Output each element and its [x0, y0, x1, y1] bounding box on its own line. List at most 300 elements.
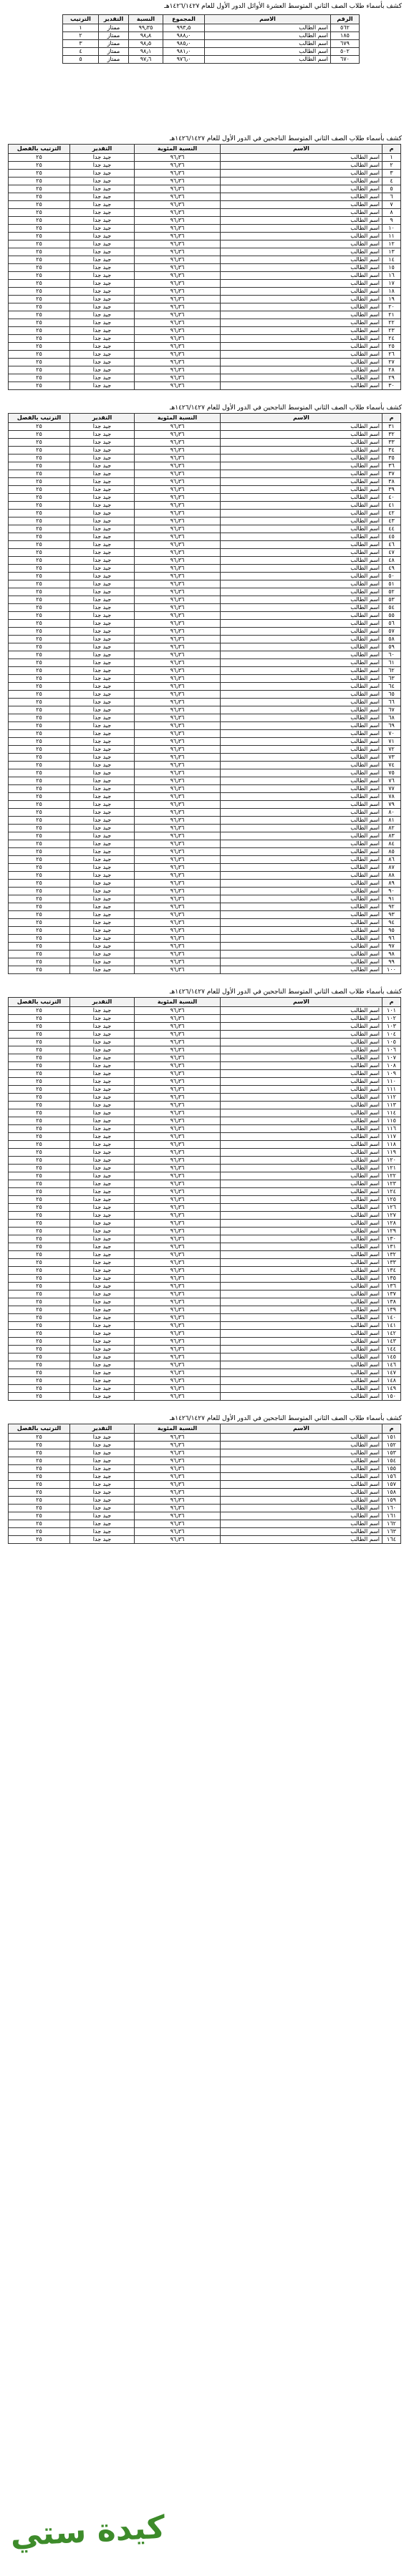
student-name: اسم الطالب — [221, 447, 382, 455]
student-grade: جيد جدا — [70, 951, 135, 958]
student-name: اسم الطالب — [221, 1385, 382, 1393]
student-grade: جيد جدا — [70, 296, 135, 303]
student-percent: ٩٦٫٣٦ — [135, 659, 221, 667]
student-name: اسم الطالب — [221, 319, 382, 327]
student-grade: جيد جدا — [70, 374, 135, 382]
row-number: ١٥٨ — [382, 1489, 401, 1497]
student-name: اسم الطالب — [221, 1070, 382, 1078]
student-percent: ٩٦٫٣٦ — [135, 856, 221, 864]
student-name: اسم الطالب — [221, 1039, 382, 1046]
student-row — [9, 1157, 401, 1165]
student-percent: ٩٦٫٣٦ — [135, 1298, 221, 1306]
student-percent: ٩٦٫٣٦ — [135, 1062, 221, 1070]
student-row — [9, 264, 401, 272]
student-percent: ٩٦٫٣٦ — [135, 1330, 221, 1338]
student-row — [9, 573, 401, 580]
row-number: ١٢٩ — [382, 1228, 401, 1235]
student-row — [9, 817, 401, 825]
student-rank: ٢٥ — [9, 643, 70, 651]
student-row — [9, 351, 401, 359]
row-number: ١٤٢ — [382, 1330, 401, 1338]
student-rank: ٢٥ — [9, 209, 70, 217]
student-grade: جيد جدا — [70, 1039, 135, 1046]
row-number: ١٠٦ — [382, 1046, 401, 1054]
student-grade: جيد جدا — [70, 856, 135, 864]
student-rank: ٢٥ — [9, 478, 70, 486]
student-row — [9, 209, 401, 217]
student-rank: ٢٥ — [9, 494, 70, 502]
student-name: اسم الطالب — [221, 1449, 382, 1457]
student-percent: ٩٦٫٣٦ — [135, 1465, 221, 1473]
row-number: ٢٨ — [382, 366, 401, 374]
section-header-cell: التقدير — [70, 414, 135, 423]
student-grade: جيد جدا — [70, 225, 135, 233]
student-rank: ٢٥ — [9, 1172, 70, 1180]
student-name: اسم الطالب — [221, 801, 382, 809]
student-row — [9, 423, 401, 431]
student-rank: ٢٥ — [9, 1385, 70, 1393]
student-grade: جيد جدا — [70, 240, 135, 248]
student-row — [9, 848, 401, 856]
student-percent: ٩٦٫٣٦ — [135, 1133, 221, 1141]
student-percent: ٩٦٫٣٦ — [135, 272, 221, 280]
row-number: ٦٥ — [382, 691, 401, 699]
student-row — [9, 1251, 401, 1259]
row-number: ١٣٠ — [382, 1235, 401, 1243]
student-name: اسم الطالب — [221, 1275, 382, 1283]
student-rank: ٢٥ — [9, 903, 70, 911]
student-row — [9, 1330, 401, 1338]
student-rank: ٢٥ — [9, 470, 70, 478]
student-percent: ٩٦٫٣٦ — [135, 1235, 221, 1243]
student-percent: ٩٦٫٣٦ — [135, 1385, 221, 1393]
student-name: اسم الطالب — [221, 280, 382, 288]
student-row — [9, 185, 401, 193]
student-percent: ٩٦٫٣٦ — [135, 620, 221, 628]
student-row — [9, 359, 401, 366]
student-name: اسم الطالب — [221, 832, 382, 840]
top-table-row — [63, 56, 360, 64]
student-grade: جيد جدا — [70, 762, 135, 769]
student-row — [9, 864, 401, 872]
top-cell: ممتاز — [99, 56, 129, 64]
row-number: ١٤٣ — [382, 1338, 401, 1346]
student-row — [9, 596, 401, 604]
student-row — [9, 193, 401, 201]
student-name: اسم الطالب — [221, 1251, 382, 1259]
student-name: اسم الطالب — [221, 1536, 382, 1544]
student-name: اسم الطالب — [221, 1235, 382, 1243]
student-grade: جيد جدا — [70, 565, 135, 573]
student-name: اسم الطالب — [221, 1220, 382, 1228]
student-row — [9, 1505, 401, 1512]
student-name: اسم الطالب — [221, 722, 382, 730]
student-percent: ٩٦٫٣٦ — [135, 864, 221, 872]
student-percent: ٩٦٫٣٦ — [135, 439, 221, 447]
student-row — [9, 840, 401, 848]
student-name: اسم الطالب — [221, 1497, 382, 1505]
student-percent: ٩٦٫٣٦ — [135, 793, 221, 801]
student-percent: ٩٦٫٣٦ — [135, 1283, 221, 1291]
student-rank: ٢٥ — [9, 541, 70, 549]
student-row — [9, 651, 401, 659]
student-rank: ٢٥ — [9, 1338, 70, 1346]
student-row — [9, 240, 401, 248]
row-number: ١٦٤ — [382, 1536, 401, 1544]
student-grade: جيد جدا — [70, 1497, 135, 1505]
row-number: ٢ — [382, 162, 401, 170]
row-number: ٦٩ — [382, 722, 401, 730]
student-grade: جيد جدا — [70, 1007, 135, 1015]
student-rank: ٢٥ — [9, 1180, 70, 1188]
student-grade: جيد جدا — [70, 549, 135, 557]
row-number: ١٦٠ — [382, 1505, 401, 1512]
student-rank: ٢٥ — [9, 1046, 70, 1054]
student-row — [9, 343, 401, 351]
student-grade: جيد جدا — [70, 1377, 135, 1385]
row-number: ٤١ — [382, 502, 401, 510]
row-number: ١٥٧ — [382, 1481, 401, 1489]
student-percent: ٩٦٫٣٦ — [135, 706, 221, 714]
student-name: اسم الطالب — [221, 439, 382, 447]
row-number: ١٤ — [382, 256, 401, 264]
student-rank: ٢٥ — [9, 1291, 70, 1298]
student-name: اسم الطالب — [221, 620, 382, 628]
student-name: اسم الطالب — [221, 966, 382, 974]
top-cell: ٥٦٢ — [331, 24, 360, 32]
row-number: ٩٩ — [382, 958, 401, 966]
student-percent: ٩٦٫٣٦ — [135, 825, 221, 832]
student-name: اسم الطالب — [221, 1078, 382, 1086]
student-rank: ٢٥ — [9, 1243, 70, 1251]
student-rank: ٢٥ — [9, 856, 70, 864]
row-number: ٤٧ — [382, 549, 401, 557]
student-rank: ٢٥ — [9, 1149, 70, 1157]
student-row — [9, 311, 401, 319]
student-percent: ٩٦٫٣٦ — [135, 447, 221, 455]
student-rank: ٢٥ — [9, 573, 70, 580]
student-rank: ٢٥ — [9, 919, 70, 927]
student-percent: ٩٦٫٣٦ — [135, 541, 221, 549]
student-grade: جيد جدا — [70, 447, 135, 455]
student-grade: جيد جدا — [70, 746, 135, 754]
student-grade: جيد جدا — [70, 288, 135, 296]
student-percent: ٩٦٫٣٦ — [135, 1070, 221, 1078]
student-rank: ٢٥ — [9, 288, 70, 296]
top-cell: ٩٩٫٣٥ — [129, 24, 163, 32]
student-grade: جيد جدا — [70, 1322, 135, 1330]
student-row — [9, 714, 401, 722]
row-number: ١٤٥ — [382, 1353, 401, 1361]
row-number: ١٢٣ — [382, 1180, 401, 1188]
student-name: اسم الطالب — [221, 541, 382, 549]
row-number: ١٥١ — [382, 1434, 401, 1442]
section-table — [8, 997, 401, 1401]
student-row — [9, 1204, 401, 1212]
student-row — [9, 691, 401, 699]
section-caption: كشف بأسماء طلاب الصف الثاني المتوسط الناجحين في الدور الأول للعام ١٤٢٦/١٤٢٧هـ — [169, 135, 402, 142]
student-percent: ٩٦٫٣٦ — [135, 280, 221, 288]
student-row — [9, 1369, 401, 1377]
student-name: اسم الطالب — [221, 848, 382, 856]
student-rank: ٢٥ — [9, 455, 70, 462]
student-grade: جيد جدا — [70, 517, 135, 525]
row-number: ١٣ — [382, 248, 401, 256]
student-rank: ٢٥ — [9, 1054, 70, 1062]
section-header — [9, 414, 401, 423]
student-name: اسم الطالب — [221, 1283, 382, 1291]
student-grade: جيد جدا — [70, 1353, 135, 1361]
student-row — [9, 793, 401, 801]
student-percent: ٩٦٫٣٦ — [135, 1243, 221, 1251]
row-number: ١٥٥ — [382, 1465, 401, 1473]
student-row — [9, 455, 401, 462]
student-rank: ٢٥ — [9, 801, 70, 809]
student-rank: ٢٥ — [9, 233, 70, 240]
student-rank: ٢٥ — [9, 1109, 70, 1117]
student-name: اسم الطالب — [221, 1520, 382, 1528]
row-number: ١٥٦ — [382, 1473, 401, 1481]
student-grade: جيد جدا — [70, 462, 135, 470]
student-grade: جيد جدا — [70, 699, 135, 706]
student-rank: ٢٥ — [9, 1141, 70, 1149]
row-number: ٢٦ — [382, 351, 401, 359]
student-rank: ٢٥ — [9, 256, 70, 264]
student-name: اسم الطالب — [221, 1172, 382, 1180]
student-row — [9, 280, 401, 288]
student-row — [9, 1267, 401, 1275]
student-grade: جيد جدا — [70, 911, 135, 919]
student-grade: جيد جدا — [70, 359, 135, 366]
student-percent: ٩٦٫٣٦ — [135, 478, 221, 486]
student-grade: جيد جدا — [70, 510, 135, 517]
student-name: اسم الطالب — [221, 864, 382, 872]
student-grade: جيد جدا — [70, 319, 135, 327]
row-number: ١١٦ — [382, 1125, 401, 1133]
student-rank: ٢٥ — [9, 1102, 70, 1109]
student-row — [9, 706, 401, 714]
row-number: ٣٩ — [382, 486, 401, 494]
student-name: اسم الطالب — [221, 911, 382, 919]
student-name: اسم الطالب — [221, 919, 382, 927]
student-row — [9, 1298, 401, 1306]
student-name: اسم الطالب — [221, 1125, 382, 1133]
student-percent: ٩٦٫٣٦ — [135, 1165, 221, 1172]
row-number: ٩٧ — [382, 943, 401, 951]
row-number: ١١٠ — [382, 1078, 401, 1086]
row-number: ١٠٤ — [382, 1031, 401, 1039]
student-name: اسم الطالب — [221, 366, 382, 374]
student-rank: ٢٥ — [9, 510, 70, 517]
student-name: اسم الطالب — [221, 1196, 382, 1204]
student-name: اسم الطالب — [221, 178, 382, 185]
student-rank: ٢٥ — [9, 502, 70, 510]
student-grade: جيد جدا — [70, 714, 135, 722]
row-number: ٧٦ — [382, 777, 401, 785]
student-name: اسم الطالب — [221, 1306, 382, 1314]
student-percent: ٩٦٫٣٦ — [135, 927, 221, 935]
student-row — [9, 1133, 401, 1141]
student-row — [9, 1306, 401, 1314]
student-name: اسم الطالب — [221, 264, 382, 272]
student-percent: ٩٦٫٣٦ — [135, 832, 221, 840]
student-row — [9, 162, 401, 170]
student-row — [9, 327, 401, 335]
student-rank: ٢٥ — [9, 382, 70, 390]
student-name: اسم الطالب — [221, 1062, 382, 1070]
row-number: ٤٣ — [382, 517, 401, 525]
row-number: ١٠١ — [382, 1007, 401, 1015]
student-name: اسم الطالب — [221, 494, 382, 502]
student-name: اسم الطالب — [221, 423, 382, 431]
student-percent: ٩٦٫٣٦ — [135, 604, 221, 612]
section-table — [8, 144, 401, 390]
student-row — [9, 919, 401, 927]
row-number: ١٤٩ — [382, 1385, 401, 1393]
student-percent: ٩٦٫٣٦ — [135, 1023, 221, 1031]
student-rank: ٢٥ — [9, 636, 70, 643]
top-cell: ٩٧٫٦ — [129, 56, 163, 64]
student-grade: جيد جدا — [70, 327, 135, 335]
student-row — [9, 1442, 401, 1449]
student-rank: ٢٥ — [9, 374, 70, 382]
top-header-cell: الترتيب — [63, 15, 99, 24]
student-percent: ٩٦٫٣٦ — [135, 549, 221, 557]
student-percent: ٩٦٫٣٦ — [135, 1291, 221, 1298]
row-number: ٢٢ — [382, 319, 401, 327]
student-name: اسم الطالب — [221, 1528, 382, 1536]
student-grade: جيد جدا — [70, 667, 135, 675]
student-row — [9, 374, 401, 382]
student-name: اسم الطالب — [221, 1393, 382, 1401]
student-percent: ٩٦٫٣٦ — [135, 714, 221, 722]
student-name: اسم الطالب — [221, 1212, 382, 1220]
student-row — [9, 856, 401, 864]
student-name: اسم الطالب — [221, 248, 382, 256]
row-number: ١ — [382, 154, 401, 162]
student-percent: ٩٦٫٣٦ — [135, 612, 221, 620]
student-rank: ٢٥ — [9, 1078, 70, 1086]
top-header-cell: الرقم — [331, 15, 360, 24]
student-row — [9, 1188, 401, 1196]
student-rank: ٢٥ — [9, 1275, 70, 1283]
student-percent: ٩٦٫٣٦ — [135, 817, 221, 825]
student-name: اسم الطالب — [221, 162, 382, 170]
student-percent: ٩٦٫٣٦ — [135, 699, 221, 706]
student-row — [9, 580, 401, 588]
student-name: اسم الطالب — [221, 1338, 382, 1346]
student-percent: ٩٦٫٣٦ — [135, 1473, 221, 1481]
student-rank: ٢٥ — [9, 1235, 70, 1243]
row-number: ٧١ — [382, 738, 401, 746]
section-header-cell: الاسم — [221, 998, 382, 1007]
student-grade: جيد جدا — [70, 880, 135, 888]
student-percent: ٩٦٫٣٦ — [135, 1361, 221, 1369]
student-grade: جيد جدا — [70, 1023, 135, 1031]
student-name: اسم الطالب — [221, 233, 382, 240]
student-percent: ٩٦٫٣٦ — [135, 1086, 221, 1094]
student-percent: ٩٦٫٣٦ — [135, 185, 221, 193]
student-percent: ٩٦٫٣٦ — [135, 1188, 221, 1196]
top-cell: اسم الطالب — [205, 48, 331, 56]
student-name: اسم الطالب — [221, 533, 382, 541]
student-rank: ٢٥ — [9, 359, 70, 366]
top-header-cell: الاسم — [205, 15, 331, 24]
student-percent: ٩٦٫٣٦ — [135, 1039, 221, 1046]
student-name: اسم الطالب — [221, 1204, 382, 1212]
top-cell: ٩٨٫١ — [129, 48, 163, 56]
student-name: اسم الطالب — [221, 596, 382, 604]
student-name: اسم الطالب — [221, 825, 382, 832]
student-rank: ٢٥ — [9, 557, 70, 565]
student-row — [9, 1536, 401, 1544]
student-name: اسم الطالب — [221, 746, 382, 754]
student-rank: ٢٥ — [9, 958, 70, 966]
row-number: ١٥ — [382, 264, 401, 272]
row-number: ٦٤ — [382, 683, 401, 691]
student-row — [9, 1039, 401, 1046]
student-row — [9, 335, 401, 343]
student-rank: ٢٥ — [9, 793, 70, 801]
student-rank: ٢٥ — [9, 423, 70, 431]
row-number: ٧٤ — [382, 762, 401, 769]
student-rank: ٢٥ — [9, 225, 70, 233]
student-rank: ٢٥ — [9, 895, 70, 903]
row-number: ٥٨ — [382, 636, 401, 643]
student-rank: ٢٥ — [9, 880, 70, 888]
top-cell: ٩٨١٫٠ — [163, 48, 205, 56]
student-rank: ٢٥ — [9, 1520, 70, 1528]
student-rank: ٢٥ — [9, 691, 70, 699]
student-name: اسم الطالب — [221, 1298, 382, 1306]
student-grade: جيد جدا — [70, 580, 135, 588]
student-percent: ٩٦٫٣٦ — [135, 1442, 221, 1449]
student-rank: ٢٥ — [9, 888, 70, 895]
student-rank: ٢٥ — [9, 1314, 70, 1322]
student-row — [9, 1489, 401, 1497]
student-percent: ٩٦٫٣٦ — [135, 840, 221, 848]
row-number: ٧٩ — [382, 801, 401, 809]
student-grade: جيد جدا — [70, 1180, 135, 1188]
student-rank: ٢٥ — [9, 565, 70, 573]
student-grade: جيد جدا — [70, 455, 135, 462]
student-row — [9, 1465, 401, 1473]
student-row — [9, 754, 401, 762]
student-row — [9, 1520, 401, 1528]
student-row — [9, 525, 401, 533]
student-rank: ٢٥ — [9, 1505, 70, 1512]
student-row — [9, 683, 401, 691]
top-cell: اسم الطالب — [205, 40, 331, 48]
student-row — [9, 462, 401, 470]
student-rank: ٢٥ — [9, 1489, 70, 1497]
row-number: ٨٩ — [382, 880, 401, 888]
row-number: ١٨ — [382, 288, 401, 296]
student-percent: ٩٦٫٣٦ — [135, 1528, 221, 1536]
student-row — [9, 1102, 401, 1109]
student-grade: جيد جدا — [70, 675, 135, 683]
student-grade: جيد جدا — [70, 935, 135, 943]
student-grade: جيد جدا — [70, 478, 135, 486]
student-percent: ٩٦٫٣٦ — [135, 888, 221, 895]
row-number: ١٦١ — [382, 1512, 401, 1520]
student-grade: جيد جدا — [70, 470, 135, 478]
student-row — [9, 911, 401, 919]
student-name: اسم الطالب — [221, 1489, 382, 1497]
row-number: ١٠٥ — [382, 1039, 401, 1046]
student-row — [9, 762, 401, 769]
student-percent: ٩٦٫٣٦ — [135, 264, 221, 272]
